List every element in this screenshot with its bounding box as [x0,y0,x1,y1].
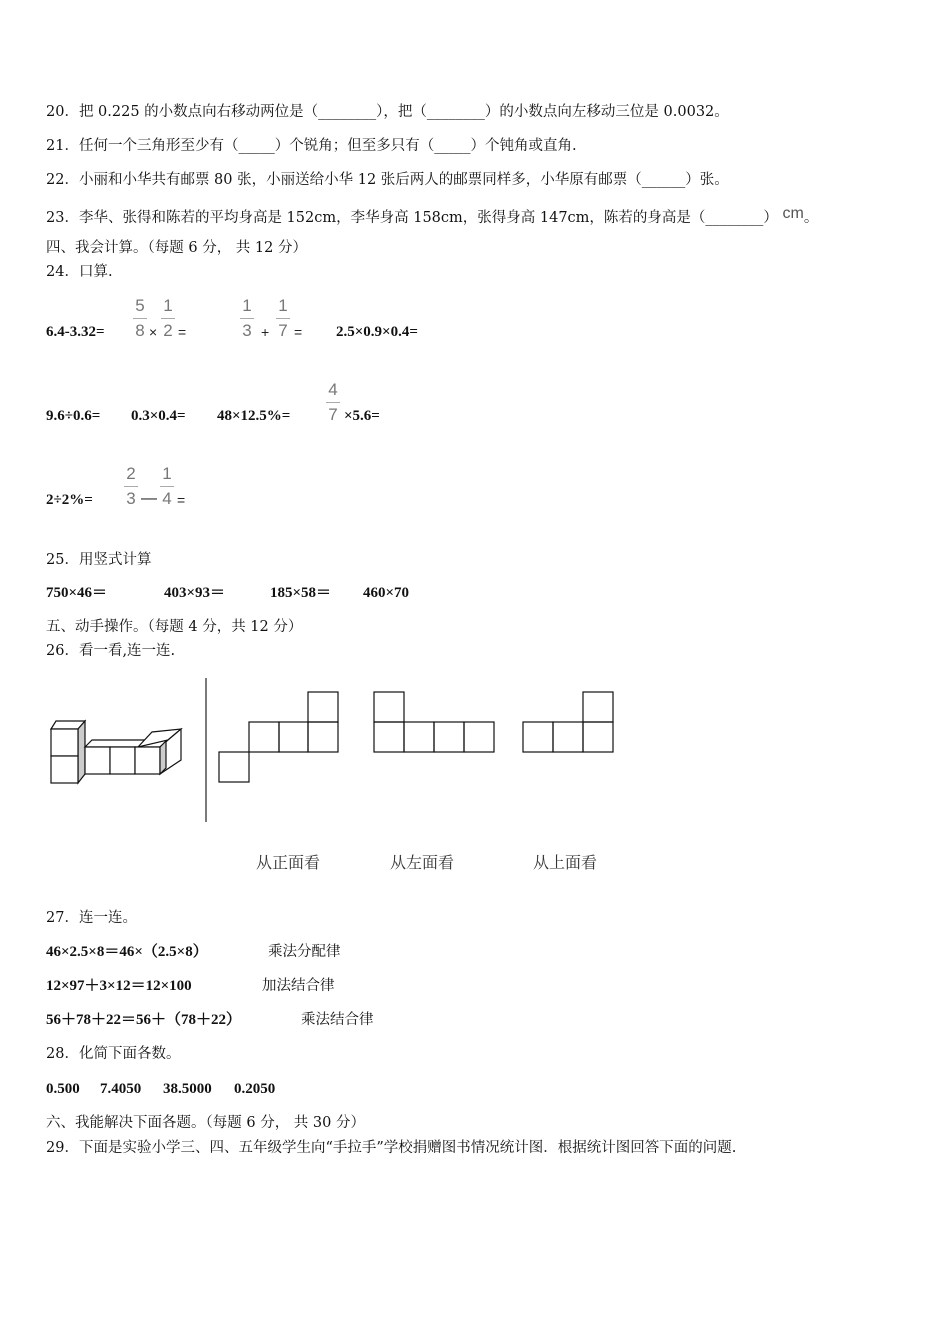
unit-cm: cm [782,205,804,222]
operator: — [141,490,157,507]
match-expr-1[interactable]: 46×2.5×8＝46×（2.5×8） [46,944,208,960]
denominator: 7 [328,405,338,424]
match-expr-2[interactable]: 12×97＋3×12＝12×100 [46,978,192,994]
label-front-view: 从正面看 [256,853,321,872]
question-24: 24．口算. [46,264,113,280]
oral-d: 2.5×0.9×0.4= [336,324,418,340]
denominator: 3 [126,489,136,508]
operator: + [261,324,270,340]
question-20: 20．把 0.225 的小数点向右移动两位是（________），把（________）的小数点向左移动三位是 0.0032。 [46,104,729,120]
vertical-3: 185×58＝ [270,585,332,601]
operator: × [149,324,158,340]
equals: = [178,324,187,340]
period: 。 [803,210,819,226]
front-view[interactable] [219,692,338,782]
simplify-2: 7.4050 [100,1081,142,1097]
numerator: 1 [163,296,173,315]
section-5-heading: 五、动手操作。（每题 4 分，共 12 分） [46,619,303,635]
question-22: 22．小丽和小华共有邮票 80 张，小丽送给小华 12 张后两人的邮票同样多，小华原有邮票（______）张。 [46,172,729,188]
denominator: 2 [163,321,173,340]
oral-g: 48×12.5%= [217,408,291,424]
question-29: 29．下面是实验小学三、四、五年级学生向“手拉手”学校捐赠图书情况统计图．根据统计图回答下面的问题. [46,1140,737,1156]
label-left-view: 从左面看 [390,853,455,872]
numerator: 1 [162,464,172,483]
oral-a: 6.4-3.32= [46,324,105,340]
label-top-view: 从上面看 [533,853,598,872]
question-21: 21．任何一个三角形至少有（_____）个锐角；但至多只有（_____）个钝角或直角. [46,138,577,154]
vertical-1: 750×46＝ [46,585,108,601]
numerator: 5 [135,296,145,315]
denominator: 7 [278,321,288,340]
oral-h: ×5.6= [344,408,380,424]
match-law-1[interactable]: 乘法分配律 [268,944,341,960]
oral-i: 2÷2%= [46,492,93,508]
left-view[interactable] [374,692,494,752]
match-law-3[interactable]: 乘法结合律 [301,1012,374,1028]
question-23-text: 23．李华、张得和陈若的平均身高是 152cm，李华身高 158cm，张得身高 147cm，陈若的身高是（________） [46,210,778,226]
top-view[interactable] [523,692,613,752]
simplify-4: 0.2050 [234,1081,276,1097]
section-6-heading: 六、我能解决下面各题。（每题 6 分， 共 30 分） [46,1115,365,1131]
question-27: 27．连一连。 [46,910,137,926]
vertical-4: 460×70 [363,585,410,601]
numerator: 2 [126,464,136,483]
equals: = [294,324,303,340]
match-expr-3[interactable]: 56＋78＋22＝56＋（78＋22） [46,1012,242,1028]
numerator: 4 [328,380,338,399]
question-28: 28．化简下面各数。 [46,1046,181,1062]
numerator: 1 [278,296,288,315]
denominator: 3 [242,321,252,340]
denominator: 8 [135,321,145,340]
section-4-heading: 四、我会计算。（每题 6 分， 共 12 分） [46,240,307,256]
simplify-3: 38.5000 [163,1081,212,1097]
vertical-2: 403×93＝ [164,585,226,601]
simplify-1: 0.500 [46,1081,80,1097]
oral-e: 9.6÷0.6= [46,408,101,424]
cube-solid [51,721,181,783]
question-26: 26．看一看,连一连. [46,643,176,659]
numerator: 1 [242,296,252,315]
question-25: 25．用竖式计算 [46,552,152,568]
match-law-2[interactable]: 加法结合律 [262,978,335,994]
equals: = [177,492,186,508]
oral-f: 0.3×0.4= [131,408,186,424]
denominator: 4 [162,489,172,508]
